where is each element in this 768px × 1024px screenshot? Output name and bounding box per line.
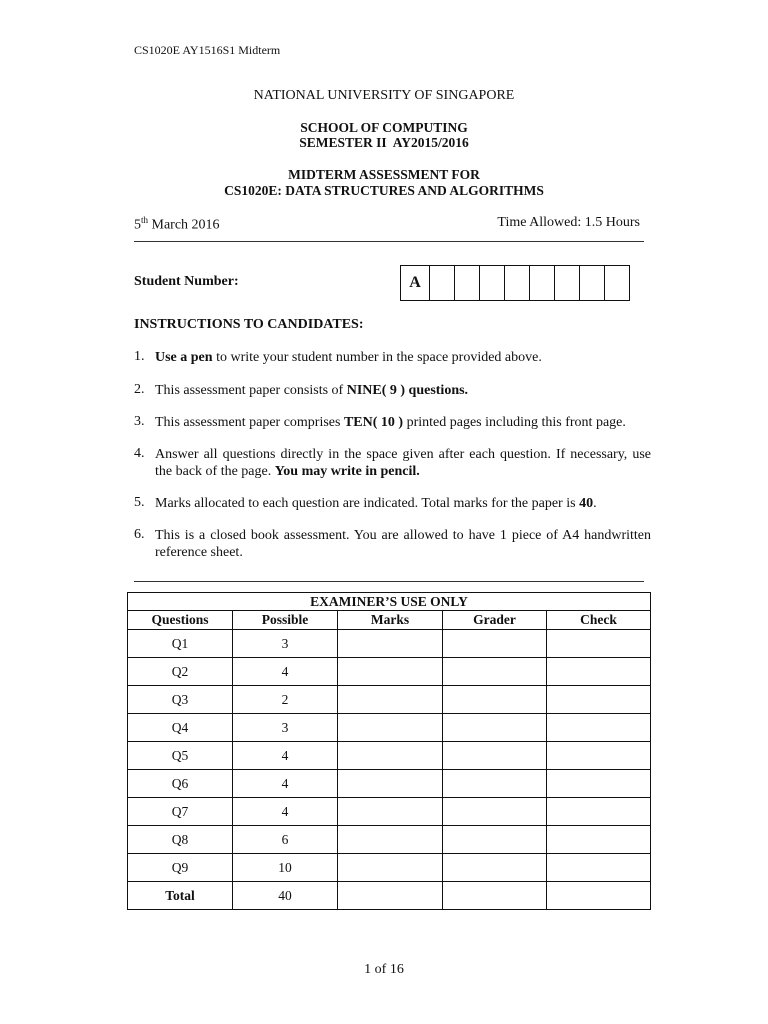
examiner-table [127, 592, 651, 910]
instruction-text [155, 527, 655, 561]
possible-cell: 6 [233, 826, 338, 854]
column-header: Possible [233, 611, 338, 630]
instruction-plain-text: This assessment paper comprises [155, 415, 344, 430]
table-row [128, 658, 651, 686]
instruction-bold-text: NINE( 9 ) questions. [346, 383, 469, 398]
instruction-text [155, 349, 651, 366]
column-header: Marks [338, 611, 443, 630]
table-row [128, 770, 651, 798]
check-cell[interactable] [547, 630, 651, 658]
check-cell[interactable] [547, 714, 651, 742]
school-name: SCHOOL OF COMPUTING [300, 120, 468, 135]
student-number-digit-box[interactable] [479, 266, 504, 300]
possible-cell: 40 [233, 882, 338, 910]
check-cell[interactable] [547, 882, 651, 910]
student-number-digit-box[interactable] [579, 266, 604, 300]
instruction-number: 1. [134, 349, 145, 364]
grader-cell[interactable] [443, 630, 547, 658]
column-header: Grader [443, 611, 547, 630]
question-cell: Q1 [128, 630, 233, 658]
student-number-digit-box[interactable] [529, 266, 554, 300]
instruction-bold-text: You may write in pencil. [274, 464, 420, 479]
assessment-title: MIDTERM ASSESSMENT FOR [288, 167, 480, 182]
question-cell: Q7 [128, 798, 233, 826]
instruction-text [155, 382, 651, 399]
course-title: CS1020E: DATA STRUCTURES AND ALGORITHMS [224, 183, 544, 198]
table-row [128, 798, 651, 826]
possible-cell: 3 [233, 714, 338, 742]
question-cell: Q3 [128, 686, 233, 714]
running-header: CS1020E AY1516S1 Midterm [134, 43, 281, 57]
instruction-number: 5. [134, 495, 145, 510]
instruction-plain-text: This is a closed book assessment. You are allowed to have 1 piece of A4 handwritten reference sheet. [155, 528, 655, 560]
marks-cell[interactable] [338, 826, 443, 854]
student-number-digit-box[interactable] [604, 266, 629, 300]
marks-cell[interactable] [338, 630, 443, 658]
question-cell: Q6 [128, 770, 233, 798]
student-number-digit-box[interactable] [504, 266, 529, 300]
possible-cell: 4 [233, 658, 338, 686]
instruction-number: 4. [134, 446, 145, 461]
marks-cell[interactable] [338, 798, 443, 826]
student-number-label: Student Number: [134, 274, 239, 289]
possible-cell: 2 [233, 686, 338, 714]
grader-cell[interactable] [443, 882, 547, 910]
instruction-bold-text: 40 [579, 496, 594, 511]
marks-cell[interactable] [338, 714, 443, 742]
assessment-block [0, 167, 768, 199]
university-name: NATIONAL UNIVERSITY OF SINGAPORE [253, 88, 515, 103]
student-number-prefix: A [409, 274, 421, 291]
marks-cell[interactable] [338, 686, 443, 714]
possible-cell: 10 [233, 854, 338, 882]
possible-cell: 4 [233, 742, 338, 770]
instruction-text [155, 495, 651, 512]
question-cell: Total [128, 882, 233, 910]
marks-cell[interactable] [338, 882, 443, 910]
check-cell[interactable] [547, 686, 651, 714]
instruction-number: 2. [134, 382, 145, 397]
instruction-number: 3. [134, 414, 145, 429]
check-cell[interactable] [547, 826, 651, 854]
instruction-bold-text: TEN( 10 ) [343, 415, 404, 430]
date-rest: March 2016 [148, 217, 220, 233]
student-number-digit-box[interactable] [454, 266, 479, 300]
check-cell[interactable] [547, 798, 651, 826]
table-row [128, 686, 651, 714]
instruction-plain-text: This assessment paper consists of [155, 383, 347, 398]
instruction-plain-text: Answer all questions directly in the space given after each question. If necessary, use the back of the page. [155, 447, 655, 479]
grader-cell[interactable] [443, 798, 547, 826]
question-cell: Q8 [128, 826, 233, 854]
table-row [128, 854, 651, 882]
marks-cell[interactable] [338, 658, 443, 686]
grader-cell[interactable] [443, 714, 547, 742]
column-header: Questions [128, 611, 233, 630]
table-row [128, 714, 651, 742]
instruction-text [155, 414, 651, 431]
instruction-plain-text: to write your student number in the space provided above. [212, 350, 542, 365]
semester-label: SEMESTER II AY2015/2016 [299, 135, 469, 150]
instruction-bold-text: Use a pen [155, 350, 213, 365]
question-cell: Q4 [128, 714, 233, 742]
check-cell[interactable] [547, 658, 651, 686]
grader-cell[interactable] [443, 854, 547, 882]
student-number-boxes[interactable] [400, 265, 630, 301]
instruction-plain-text: Marks allocated to each question are indicated. Total marks for the paper is [155, 496, 580, 511]
student-number-digit-box[interactable] [429, 266, 454, 300]
instruction-plain-text: . [593, 496, 597, 511]
question-cell: Q5 [128, 742, 233, 770]
marks-cell[interactable] [338, 742, 443, 770]
table-row [128, 826, 651, 854]
question-cell: Q9 [128, 854, 233, 882]
column-header: Check [547, 611, 651, 630]
check-cell[interactable] [547, 854, 651, 882]
check-cell[interactable] [547, 770, 651, 798]
time-allowed: Time Allowed: 1.5 Hours [497, 215, 640, 230]
table-row [128, 630, 651, 658]
date-day: 5 [134, 217, 141, 233]
possible-cell: 4 [233, 798, 338, 826]
student-number-digit-box[interactable] [554, 266, 579, 300]
divider-top [134, 241, 644, 242]
school-block [0, 120, 768, 150]
divider-bottom [134, 581, 644, 582]
examiner-table-title: EXAMINER’S USE ONLY [128, 593, 651, 611]
grader-cell[interactable] [443, 658, 547, 686]
marks-cell[interactable] [338, 854, 443, 882]
possible-cell: 3 [233, 630, 338, 658]
grader-cell[interactable] [443, 742, 547, 770]
marks-cell[interactable] [338, 770, 443, 798]
possible-cell: 4 [233, 770, 338, 798]
check-cell[interactable] [547, 742, 651, 770]
instructions-title: INSTRUCTIONS TO CANDIDATES: [134, 317, 364, 332]
instruction-text [155, 446, 655, 480]
date-suffix: th [141, 215, 149, 225]
table-row [128, 882, 651, 910]
instruction-plain-text: printed pages including this front page. [403, 415, 626, 430]
grader-cell[interactable] [443, 826, 547, 854]
page-number: 1 of 16 [364, 962, 404, 977]
grader-cell[interactable] [443, 686, 547, 714]
table-row [128, 742, 651, 770]
question-cell: Q2 [128, 658, 233, 686]
grader-cell[interactable] [443, 770, 547, 798]
exam-date [134, 215, 220, 234]
instruction-number: 6. [134, 527, 145, 542]
